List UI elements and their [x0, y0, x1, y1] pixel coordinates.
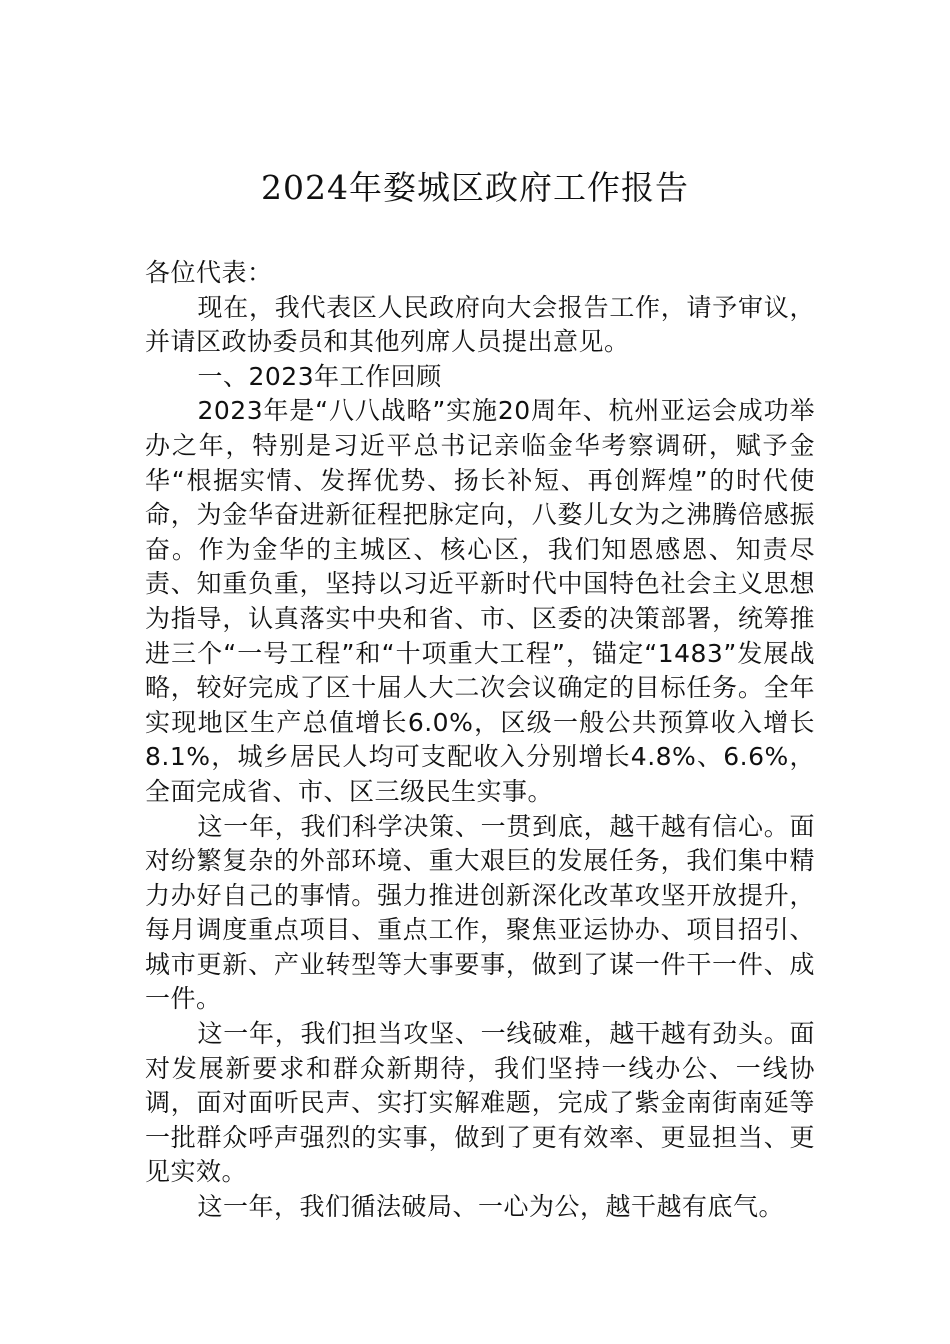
document-title: 2024年婺城区政府工作报告: [261, 168, 689, 207]
salutation: 各位代表：: [145, 258, 273, 287]
paragraph-rule-of-law: 这一年，我们循法破局、一心为公，越干越有底气。: [197, 1192, 785, 1222]
paragraph-intro: 现在，我代表区人民政府向大会报告工作，请予审议，并请区政协委员和其他列席人员提出意见。: [145, 292, 815, 357]
paragraph-decision: 这一年，我们科学决策、一贯到底，越干越有信心。面对纷繁复杂的外部环境、重大艰巨的发展任务，我们集中精力办好自己的事情。强力推进创新深化改革攻坚开放提升，每月调度重点项目、重点工作，聚焦亚运协办、项目招引、城市更新、产业转型等大事要事，做到了谋一件干一件、成一件。: [145, 811, 815, 1014]
document-body: [145, 256, 815, 1225]
paragraph-frontline: 这一年，我们担当攻坚、一线破难，越干越有劲头。面对发展新要求和群众新期待，我们坚持一线办公、一线协调，面对面听民声、实打实解难题，完成了紫金南街南延等一批群众呼声强烈的实事，做到了更有效率、更显担当、更见实效。: [145, 1019, 815, 1187]
paragraph-review: 2023年是“八八战略”实施20周年、杭州亚运会成功举办之年，特别是习近平总书记亲临金华考察调研，赋予金华“根据实情、发挥优势、扬长补短、再创辉煌”的时代使命，为金华奋进新征程把脉定向，八婺儿女为之沸腾倍感振奋。作为金华的主城区、核心区，我们知恩感恩、知责尽责、知重负重，坚持以习近平新时代中国特色社会主义思想为指导，认真落实中央和省、市、区委的决策部署，统筹推进三个“一号工程”和“十项重大工程”，锚定“1483”发展战略，较好完成了区十届人大二次会议确定的目标任务。全年实现地区生产总值增长6.0%，区级一般公共预算收入增长8.1%，城乡居民人均可支配收入分别增长4.8%、6.6%，全面完成省、市、区三级民生实事。: [145, 396, 815, 806]
section-heading: 一、2023年工作回顾: [197, 361, 442, 391]
